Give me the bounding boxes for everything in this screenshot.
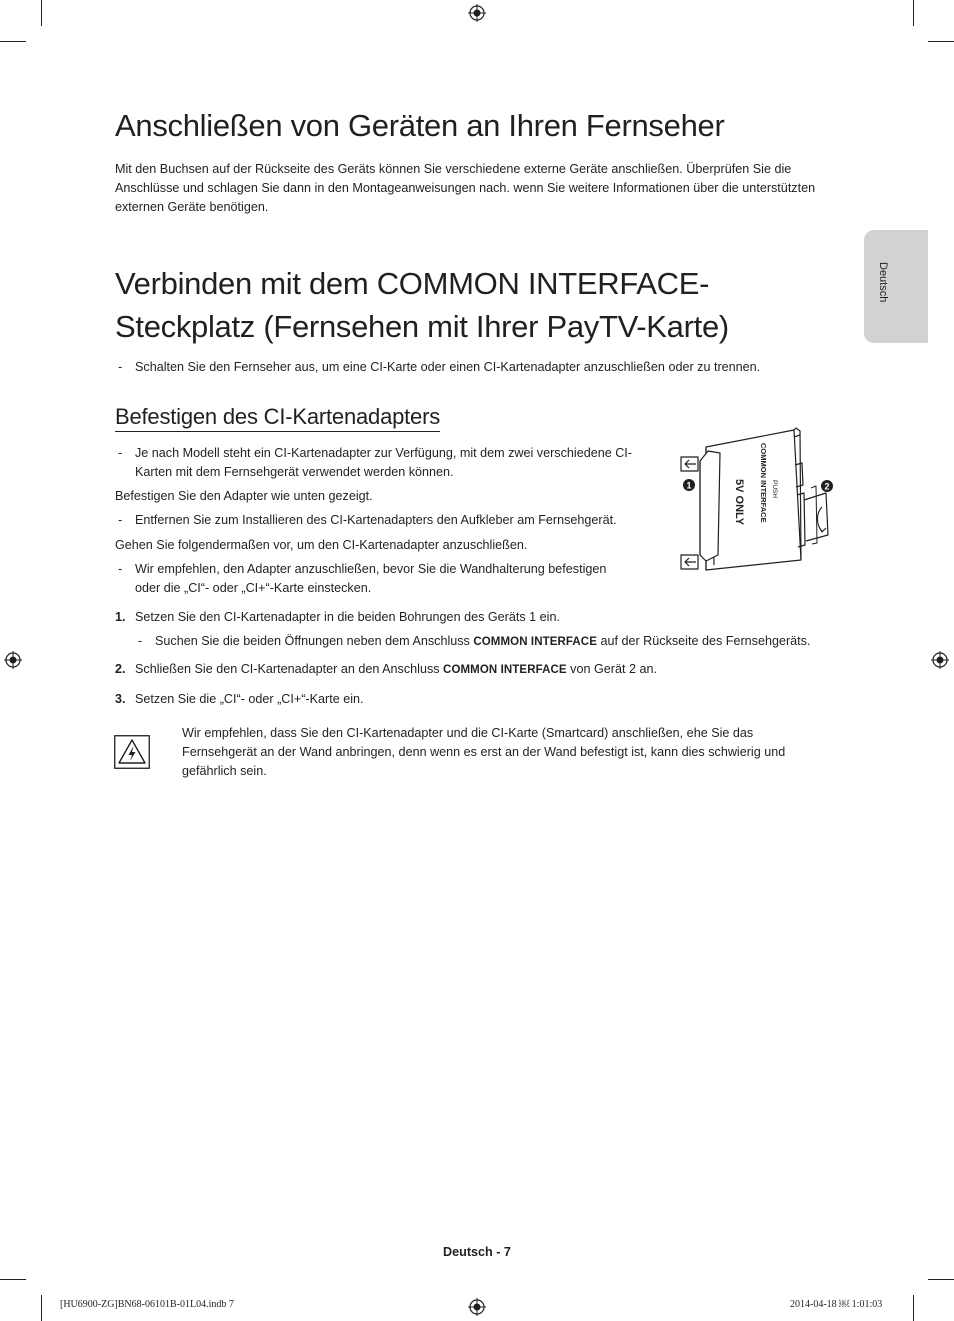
subsection-title: Befestigen des CI-Kartenadapters <box>115 404 440 432</box>
crop-mark <box>913 1295 914 1321</box>
step-number: 1. <box>115 610 126 624</box>
step-number: 3. <box>115 692 126 706</box>
subsection-note-3: Wir empfehlen, den Adapter anzuschließen, bevor Sie die Wandhalterung befestigen oder die „CI“- oder „CI+“-Karte einstecken. <box>135 562 607 595</box>
subsection-paragraph-1: Befestigen Sie den Adapter wie unten gezeigt. <box>115 489 373 503</box>
marker-2-label: 2 <box>824 481 830 492</box>
illustration-label-5v: 5V ONLY <box>733 479 745 526</box>
note-dash: - <box>118 446 123 460</box>
section-title: Verbinden mit dem COMMON INTERFACE-Steckplatz (Fernsehen mit Ihrer PayTV-Karte) <box>115 266 729 344</box>
note-dash: - <box>118 513 123 527</box>
note-dash: - <box>138 634 143 648</box>
marker-1-label: 1 <box>686 480 692 491</box>
crop-mark <box>41 0 42 26</box>
intro-paragraph: Mit den Buchsen auf der Rückseite des Geräts können Sie verschiedene externe Geräte anschließen. Überprüfen Sie die Anschlüsse und schlagen Sie dann in den Montageanweisungen nach. wenn Sie weitere Informationen über die unterstützten externen Geräte benötigen. <box>115 162 816 214</box>
step-number: 2. <box>115 662 126 676</box>
registration-mark-icon <box>468 4 486 22</box>
registration-mark-icon <box>4 651 22 669</box>
common-interface-term: COMMON INTERFACE <box>473 636 597 648</box>
step-2-text <box>135 660 835 680</box>
step-2-post: von Gerät 2 an. <box>566 662 657 676</box>
subsection-note-1: Je nach Modell steht ein CI-Kartenadapter zur Verfügung, mit dem zwei verschiedene CI-Karten mit dem Fernsehgerät verwendet werden können. <box>135 446 633 479</box>
step-1-subnote-post: auf der Rückseite des Fernsehgeräts. <box>596 634 811 648</box>
crop-mark <box>41 1295 42 1321</box>
registration-mark-icon <box>931 651 949 669</box>
step-2-pre: Schließen Sie den CI-Kartenadapter an den Anschluss <box>135 662 444 676</box>
section-note: Schalten Sie den Fernseher aus, um eine CI-Karte oder einen CI-Kartenadapter anzuschließen oder zu trennen. <box>135 360 761 374</box>
page-footer: Deutsch - 7 <box>443 1245 511 1259</box>
language-tab <box>864 230 928 343</box>
illustration-label-push: PUSH <box>771 480 778 499</box>
registration-mark-icon <box>468 1298 486 1316</box>
warning-text: Wir empfehlen, dass Sie den CI-Kartenadapter und die CI-Karte (Smartcard) anschließen, ehe Sie das Fernsehgerät an der Wand anbringen, denn wenn es erst an der Wand befestigt ist, kann dies schwierig und gefährlich sein. <box>182 726 786 778</box>
warning-icon <box>114 735 150 769</box>
crop-mark <box>0 1279 26 1280</box>
crop-mark <box>928 1279 954 1280</box>
subsection-note-2: Entfernen Sie zum Installieren des CI-Kartenadapters den Aufkleber am Fernsehgerät. <box>135 513 617 527</box>
crop-mark <box>0 41 26 42</box>
note-dash: - <box>118 360 123 374</box>
crop-mark <box>928 41 954 42</box>
step-1-subnote <box>155 632 855 652</box>
step-3-text: Setzen Sie die „CI“- oder „CI+“-Karte ein. <box>135 692 364 706</box>
print-slug-right: 2014-04-18 ￼ 1:01:03 <box>790 1299 883 1310</box>
subsection-paragraph-2: Gehen Sie folgendermaßen vor, um den CI-Kartenadapter anzuschließen. <box>115 538 528 552</box>
step-1-subnote-pre: Suchen Sie die beiden Öffnungen neben dem Anschluss <box>155 634 474 648</box>
page-title: Anschließen von Geräten an Ihren Fernseher <box>115 108 725 143</box>
note-dash: - <box>118 562 123 576</box>
print-slug-left: [HU6900-ZG]BN68-06101B-01L04.indb 7 <box>60 1299 234 1310</box>
crop-mark <box>913 0 914 26</box>
step-1-text: Setzen Sie den CI-Kartenadapter in die beiden Bohrungen des Geräts 1 ein. <box>135 610 560 624</box>
common-interface-term: COMMON INTERFACE <box>443 664 567 676</box>
language-tab-label: Deutsch <box>877 262 889 303</box>
ci-adapter-illustration <box>676 425 842 577</box>
illustration-label-ci: COMMON INTERFACE <box>759 443 768 523</box>
